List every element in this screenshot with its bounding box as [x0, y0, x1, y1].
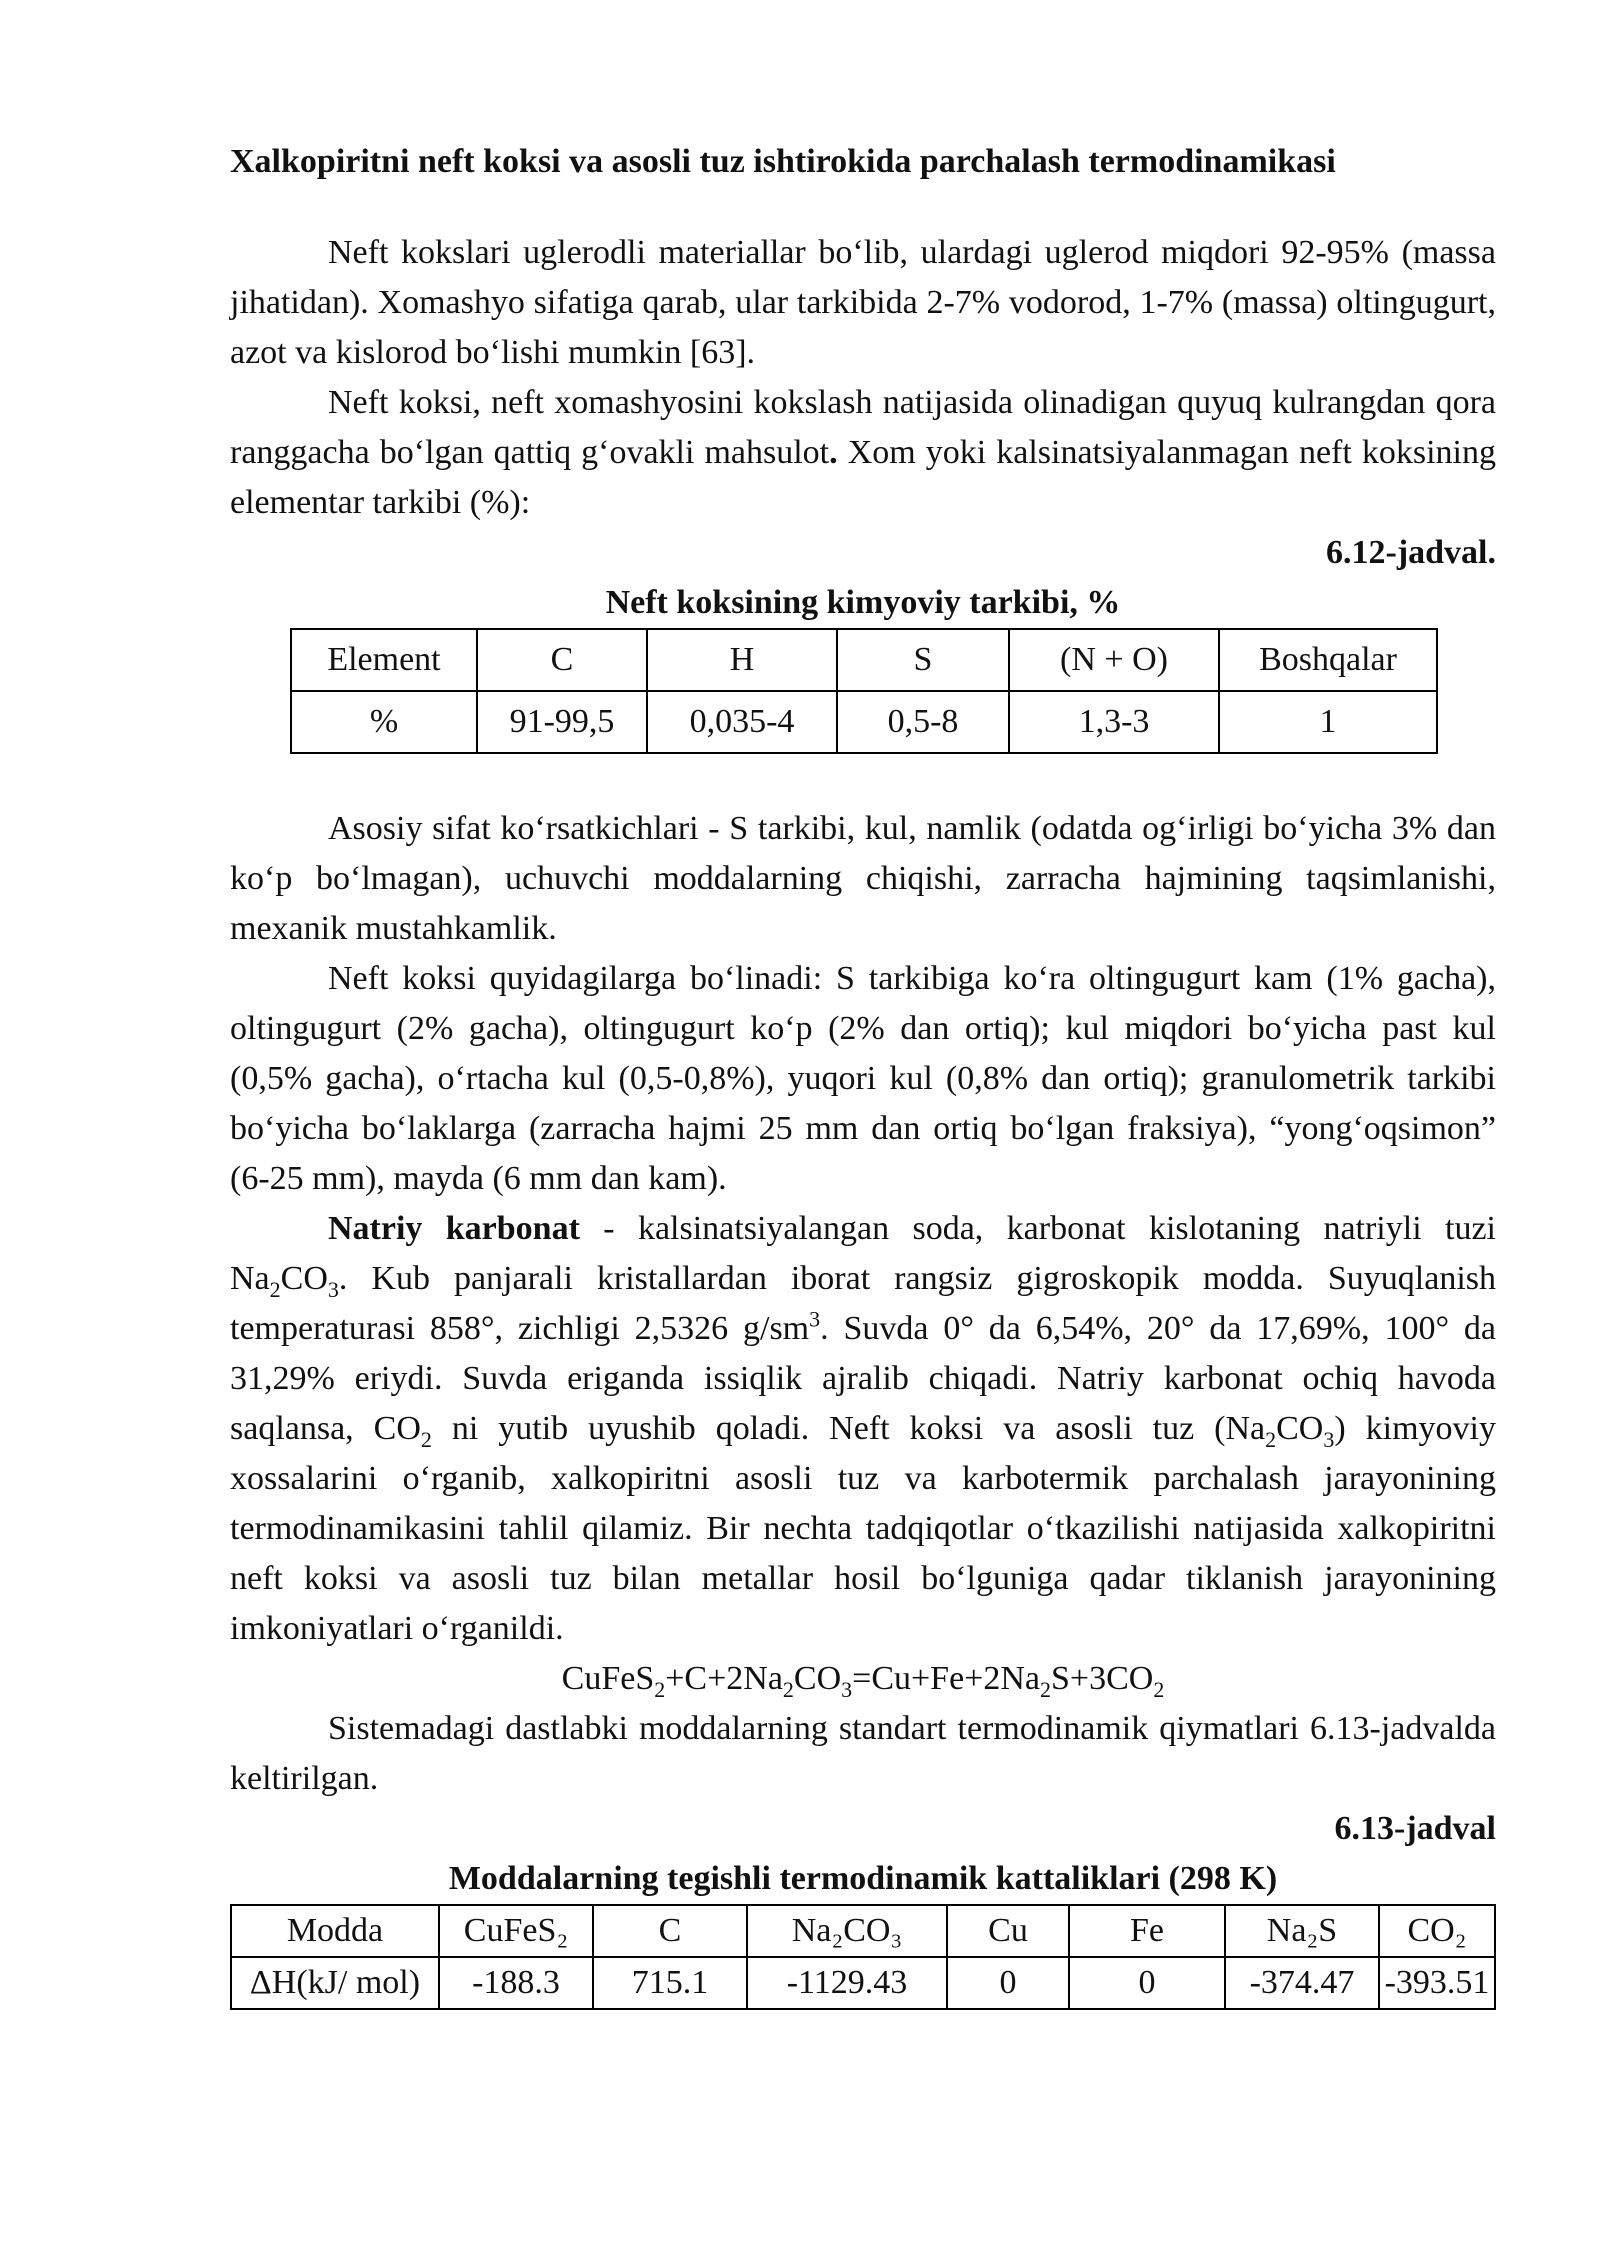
paragraph-text: ni yutib uyushib qoladi. Neft koksi va asosli tuz (Na: [431, 1410, 1266, 1447]
formula-subscript: 3: [841, 1676, 853, 1702]
table-header-cell: S: [837, 629, 1009, 691]
table-cell: 0: [1069, 1957, 1225, 2009]
table-number: 6.12-jadval.: [1326, 534, 1496, 571]
table-header-cell: C: [593, 1905, 747, 1957]
paragraph-text: Neft koksi, neft xomashyosini kokslash natijasida olinadigan quyuq kulrangdan qora ranggacha bo‘lgan qattiq g‘ovakli mahsulot: [230, 384, 1496, 471]
paragraph-text: Xom yoki kalsinatsiyalanmagan neft koksining elementar tarkibi (%):: [230, 434, 1496, 521]
document-title: Xalkopiritni neft koksi va asosli tuz ishtirokida parchalash termodinamikasi: [230, 143, 1336, 180]
table-number: 6.13-jadval: [1334, 1810, 1496, 1847]
paragraph-text: CO: [1276, 1410, 1324, 1447]
table-header-cell: Element: [291, 629, 477, 691]
table-caption: Moddalarning tegishli termodinamik kattaliklari (298 K): [448, 1860, 1278, 1897]
table-cell: -188.3: [439, 1957, 593, 2009]
table-cell: -393.51: [1379, 1957, 1495, 2009]
table-header-cell: Fe: [1069, 1905, 1225, 1957]
table-header-cell: Modda: [231, 1905, 439, 1957]
table-header-cell: CuFeS₂: [439, 1905, 593, 1957]
formula-part: CO: [793, 1660, 842, 1697]
table-cell: %: [291, 691, 477, 753]
table-row: [231, 1957, 1495, 2009]
table-cell: 0: [947, 1957, 1069, 2009]
formula-part: CuFeS: [561, 1660, 655, 1697]
table-header-cell: Na₂S: [1225, 1905, 1379, 1957]
reaction-equation: [230, 1654, 1496, 1704]
coke-composition-table: [290, 628, 1438, 754]
table-caption: Neft koksining kimyoviy tarkibi, %: [605, 584, 1121, 621]
paragraph-text: CO: [280, 1260, 328, 1297]
table-cell: 91-99,5: [477, 691, 647, 753]
bold-term: Natriy karbonat: [328, 1210, 580, 1247]
table-header-cell: C: [477, 629, 647, 691]
paragraph-sodium-carbonate: Natriy karbonat - kalsinatsiyalangan soda, karbonat kislotaning natriyli tuzi $Na_2CO_3$. Kub panjarali kristallardan iborat rangsiz gigroskopik modda. Suyuqlanish temperaturasi 858°, zichligi 2,5326 $g/sm^3$. Suvda 0° da 6,54%, 20° da 17,69%, 100° da 31,29% eriydi. Suvda eriganda issiqlik ajralib chiqadi. Natriy karbonat ochiq havoda saqlansa, $CO_2$ ni yutib uyushib qoladi. Neft koksi va asosli tuz $(Na_2CO_3)$ kimyoviy xossalarini o‘rganib, xalkopiritni asosli tuz va karbotermik parchalash jarayonining termodinamikasini tahlil qilamiz. Bir nechta tadqiqotlar o‘tkazilishi natijasida xalkopiritni neft koksi va asosli tuz bilan metallar hosil bo‘lguniga qadar tiklanish jarayonining imkoniyatlari o‘rganildi.: [230, 1210, 1496, 1647]
paragraph-coke-classification: Neft koksi quyidagilarga bo‘linadi: S tarkibiga ko‘ra oltingugurt kam (1% gacha), oltingugurt (2% gacha), oltingugurt ko‘p (2% dan ortiq); kul miqdori bo‘yicha past kul (0,5% gacha), o‘rtacha kul (0,5-0,8%), yuqori kul (0,8% dan ortiq); granulometrik tarkibi bo‘yicha bo‘laklarga (zarracha hajmi 25 mm dan ortiq bo‘lgan fraksiya), “yong‘oqsimon” (6-25 mm), mayda (6 mm dan kam).: [230, 960, 1496, 1197]
table-row: [291, 629, 1437, 691]
table-cell: 715.1: [593, 1957, 747, 2009]
formula-subscript: 2: [654, 1676, 666, 1702]
table-cell: 0,5-8: [837, 691, 1009, 753]
table-cell: -1129.43: [747, 1957, 947, 2009]
paragraph-text: . Suvda 0° da 6,54%, 20° da 17,69%, 100° da 31,29% eriydi. Suvda eriganda issiqlik ajralib chiqadi. Natriy karbonat ochiq havoda saqlansa, CO: [230, 1310, 1496, 1447]
paragraph-text: ) kimyoviy xossalarini o‘rganib, xalkopiritni asosli tuz va karbotermik parchalash jarayonining termodinamikasini tahlil qilamiz. Bir nechta tadqiqotlar o‘tkazilishi natijasida xalkopiritni neft koksi va asosli tuz bilan metallar hosil bo‘lguniga qadar tiklanish jarayonining imkoniyatlari o‘rganildi.: [230, 1410, 1496, 1647]
paragraph-text: . Kub panjarali kristallardan iborat rangsiz gigroskopik modda. Suyuqlanish temperaturasi 858°, zichligi 2,5326 g/sm: [230, 1260, 1496, 1347]
table-header-cell: Boshqalar: [1219, 629, 1437, 691]
table-header-cell: H: [647, 629, 837, 691]
table-row: [291, 691, 1437, 753]
paragraph-coke-definition: Neft koksi, neft xomashyosini kokslash natijasida olinadigan quyuq kulrangdan qora ranggacha bo‘lgan qattiq g‘ovakli mahsulot. Xom yoki kalsinatsiyalanmagan neft koksining elementar tarkibi (%):: [230, 384, 1496, 521]
paragraph-coke-composition: Neft kokslari uglerodli materiallar bo‘lib, ulardagi uglerod miqdori 92-95% (massa jihatidan). Xomashyo sifatiga qarab, ular tarkibida 2-7% vodorod, 1-7% (massa) oltingugurt, azot va kislorod bo‘lishi mumkin [63].: [230, 234, 1496, 371]
table-header-cell: Na₂CO₃: [747, 1905, 947, 1957]
table-header-cell: CO₂: [1379, 1905, 1495, 1957]
paragraph-text: - kalsinatsiyalangan soda, karbonat kislotaning natriyli tuzi Na: [230, 1210, 1496, 1297]
table-cell: 1: [1219, 691, 1437, 753]
paragraph-quality-indicators: Asosiy sifat ko‘rsatkichlari - S tarkibi, kul, namlik (odatda og‘irligi bo‘yicha 3% dan ko‘p bo‘lmagan), uchuvchi moddalarning chiqishi, zarracha hajmining taqsimlanishi, mexanik mustahkamlik.: [230, 810, 1496, 947]
table-header-cell: Cu: [947, 1905, 1069, 1957]
formula-part: +C+2Na: [665, 1660, 783, 1697]
table-cell: -374.47: [1225, 1957, 1379, 2009]
formula-part: =Cu+Fe+2Na: [852, 1660, 1041, 1697]
formula-subscript: 2: [782, 1676, 794, 1702]
thermodynamic-table: [230, 1904, 1496, 2010]
formula-subscript: 2: [1153, 1676, 1165, 1702]
formula-subscript: 2: [1040, 1676, 1052, 1702]
table-row: [231, 1905, 1495, 1957]
formula-part: S+3CO: [1051, 1660, 1154, 1697]
paragraph-table-reference: Sistemadagi dastlabki moddalarning standart termodinamik qiymatlari 6.13-jadvalda keltirilgan.: [230, 1710, 1496, 1797]
table-cell: 1,3-3: [1009, 691, 1219, 753]
table-cell: 0,035-4: [647, 691, 837, 753]
table-header-cell: (N + O): [1009, 629, 1219, 691]
document-page: [230, 140, 1496, 2010]
table-row-label: ΔH(kJ/ mol): [231, 1957, 439, 2009]
